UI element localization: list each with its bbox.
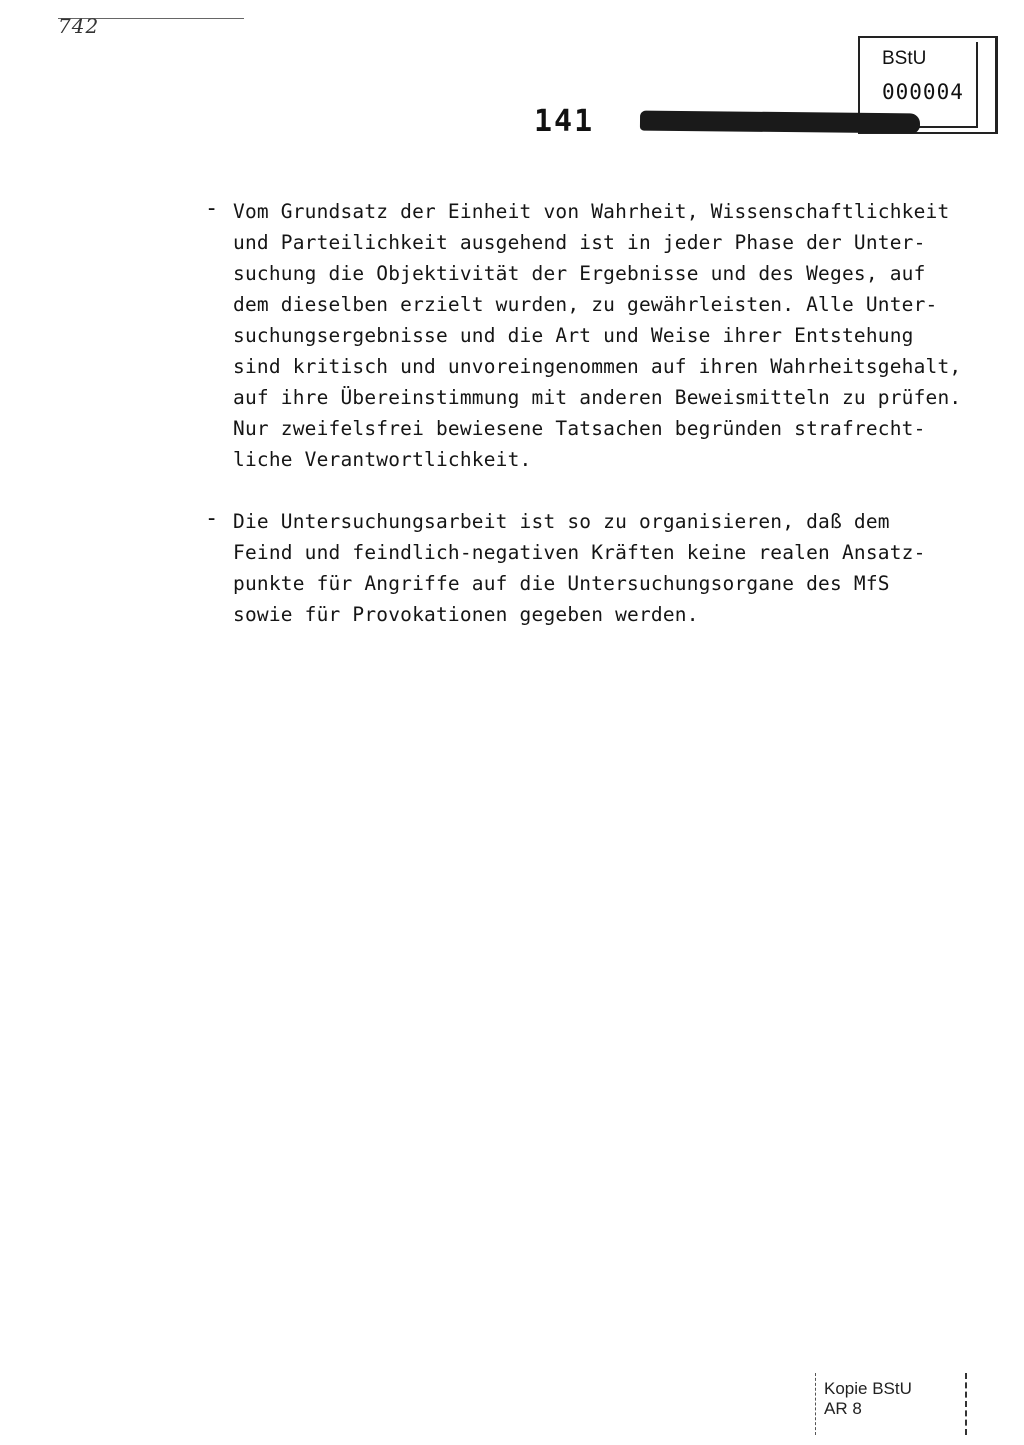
bullet-dash: - [205, 196, 219, 221]
text-line: suchungsergebnisse und die Art und Weise ihrer Entstehung [233, 324, 914, 347]
text-line: sind kritisch und unvoreingenommen auf ihren Wahrheitsgehalt, [233, 355, 962, 378]
bullet-dash: - [205, 506, 219, 531]
paragraph-1-lines [233, 196, 961, 475]
text-line: auf ihre Übereinstimmung mit anderen Beweismitteln zu prüfen. [233, 386, 962, 409]
bstu-stamp-label: BStU [882, 48, 927, 69]
text-line: dem dieselben erzielt wurden, zu gewährleisten. Alle Unter- [233, 293, 938, 316]
copy-stamp-line-1: Kopie BStU [824, 1379, 912, 1398]
text-line: Die Untersuchungsarbeit ist so zu organisieren, daß dem [233, 510, 890, 533]
text-line: liche Verantwortlichkeit. [233, 448, 532, 471]
copy-stamp-line-2: AR 8 [824, 1399, 862, 1418]
redaction-bar [640, 111, 920, 134]
text-line: Nur zweifelsfrei bewiesene Tatsachen begründen strafrecht- [233, 417, 926, 440]
text-line: und Parteilichkeit ausgehend ist in jeder Phase der Unter- [233, 231, 926, 254]
text-line: sowie für Provokationen gegeben werden. [233, 603, 699, 626]
bstu-stamp-number: 000004 [882, 80, 964, 104]
handwritten-page-number: 742 [58, 14, 100, 38]
page-number: 141 [534, 104, 595, 139]
text-line: punkte für Angriffe auf die Untersuchungsorgane des MfS [233, 572, 890, 595]
paragraph-2-lines [233, 506, 926, 630]
text-line: Vom Grundsatz der Einheit von Wahrheit, Wissenschaftlichkeit [233, 200, 950, 223]
text-line: suchung die Objektivität der Ergebnisse und des Weges, auf [233, 262, 926, 285]
copy-stamp [815, 1373, 967, 1435]
text-line: Feind und feindlich-negativen Kräften keine realen Ansatz- [233, 541, 926, 564]
